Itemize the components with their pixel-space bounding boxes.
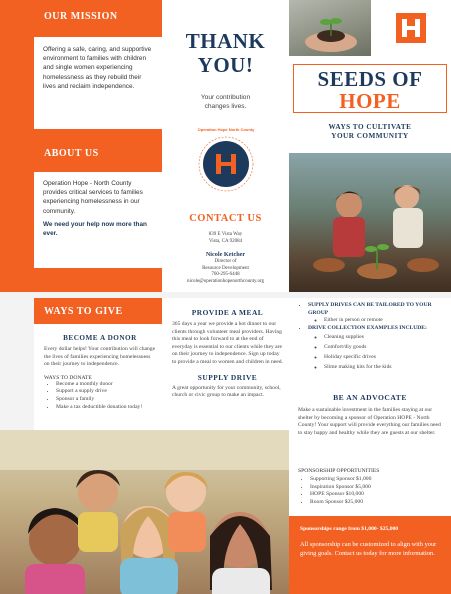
list-item: ◦ Cleaning supplies <box>324 332 448 342</box>
list-item: • Make a tax deductible donation today! <box>56 404 156 412</box>
meal-body: 365 days a year we provide a hot dinner to our clients through volunteer meal providers. Having this meal to look forward to at the end of everyday is essential to our clients while they are on their journey to independence. Sign up today to provide a meal to women and children in need. <box>172 321 283 365</box>
cover-subtitle1: WAYS TO CULTIVATE <box>328 123 412 131</box>
meal-title: PROVIDE A MEAL <box>191 308 264 317</box>
hope-h-icon <box>371 0 451 56</box>
opps-label: SPONSORSHIP OPPORTUNITIES <box>298 468 380 474</box>
contact-address2: Vista, CA 92084 <box>208 238 243 244</box>
contact-address1: 839 E Vista Way <box>208 232 243 237</box>
thank-you-sub2: changes lives. <box>204 103 247 110</box>
sponsor-note: All sponsorship can be customized to align with your giving goals. Contact us today for more information. <box>300 541 437 557</box>
donate-list <box>44 381 156 411</box>
about-body: Operation Hope - North County provides critical services to families experiencing homelessness in our community. <box>43 180 143 215</box>
contact-title: CONTACT US <box>189 213 262 224</box>
donate-label: WAYS TO DONATE <box>44 374 92 381</box>
contact-role1: Director of <box>214 259 237 264</box>
corner-logo <box>371 0 451 56</box>
about-title: ABOUT US <box>44 148 99 159</box>
about-emphasis: We need your help now more than ever. <box>43 220 147 238</box>
list-item: • Sponsor a family <box>56 396 156 404</box>
planting-photo <box>289 153 451 292</box>
contact-phone: 760-295-6448 <box>211 272 240 277</box>
list-item: • Room Sponsor $25,000 <box>310 499 446 507</box>
kids-planting-icon <box>289 153 451 292</box>
drives-section <box>298 302 448 372</box>
middle-bottom-panel <box>162 298 289 430</box>
thank-you-line1: THANK <box>185 29 266 53</box>
drives-item1-sub: ◦ Either in person or remote <box>324 317 448 325</box>
cover-title1: SEEDS OF <box>317 67 423 91</box>
sponsor-banner <box>289 516 451 594</box>
supply-body: A great opportunity for your community, school, church or civic group to make an impact. <box>172 384 281 399</box>
list-item: ◦ Slime making kits for the kids <box>324 362 448 372</box>
donor-body: Every dollar helps! Your contribution will change the lives of families experiencing homelessness on their journey to independence. <box>44 346 156 368</box>
opps-list <box>298 476 446 506</box>
thank-you-line2: YOU! <box>197 53 254 77</box>
smiling-children-icon <box>0 430 289 594</box>
list-item: ◦ Comfort/diy goods <box>324 342 448 352</box>
children-photo <box>0 430 289 594</box>
advocate-title: BE AN ADVOCATE <box>333 393 407 402</box>
contact-role2: Resource Development <box>202 265 249 271</box>
sponsor-range: Sponsorships range from $1,000- $25,000 <box>300 526 399 532</box>
thank-you-sub1: Your contribution <box>200 94 251 101</box>
list-item: • Inspiration Sponsor $5,000 <box>310 484 446 492</box>
org-logo <box>195 133 257 195</box>
contact-email[interactable]: nicole@operationhopenorthcounty.org <box>186 278 265 284</box>
mission-box <box>34 37 162 129</box>
list-item: • HOPE Sponsor $10,000 <box>310 491 446 499</box>
about-box <box>34 172 162 268</box>
advocate-body: Make a sustainable investment in the families staying at our shelter by becoming a sponsor of Operation HOPE - North County! Your support will provide everything our families need to stay happy and healthy while they are guests at our shelter. <box>298 407 441 436</box>
cover-subtitle2: YOUR COMMUNITY <box>331 132 409 140</box>
ways-title: WAYS TO GIVE <box>44 306 123 317</box>
mission-body: Offering a safe, caring, and supportive environment to families with children and single women experiencing homelessness as they rebuild their lives and reclaim independence. <box>43 46 152 90</box>
seedling-photo <box>289 0 371 56</box>
list-item: • Supporting Sponsor $1,000 <box>310 476 446 484</box>
list-item: ◦ Holiday specific drives <box>324 352 448 362</box>
mission-title: OUR MISSION <box>44 11 118 22</box>
hope-logo-icon <box>195 133 257 195</box>
drives-item1: • SUPPLY DRIVES CAN BE TAILORED TO YOUR GROUP <box>308 302 448 317</box>
donor-title: BECOME A DONOR <box>63 334 137 342</box>
contact-name: Nicole Ketcher <box>205 251 246 258</box>
contact-block <box>162 232 289 285</box>
list-item: • Become a monthly donor <box>56 381 156 389</box>
supply-title: SUPPLY DRIVE <box>197 372 258 382</box>
drives-item2: • DRIVE COLLECTION EXAMPLES INCLUDE: <box>308 325 448 333</box>
cover-title2: HOPE <box>339 89 401 113</box>
seedling-hands-icon <box>289 0 371 56</box>
logo-text: Operation Hope North County <box>197 127 255 132</box>
list-item: • Support a supply drive <box>56 388 156 396</box>
donor-section <box>34 324 162 430</box>
